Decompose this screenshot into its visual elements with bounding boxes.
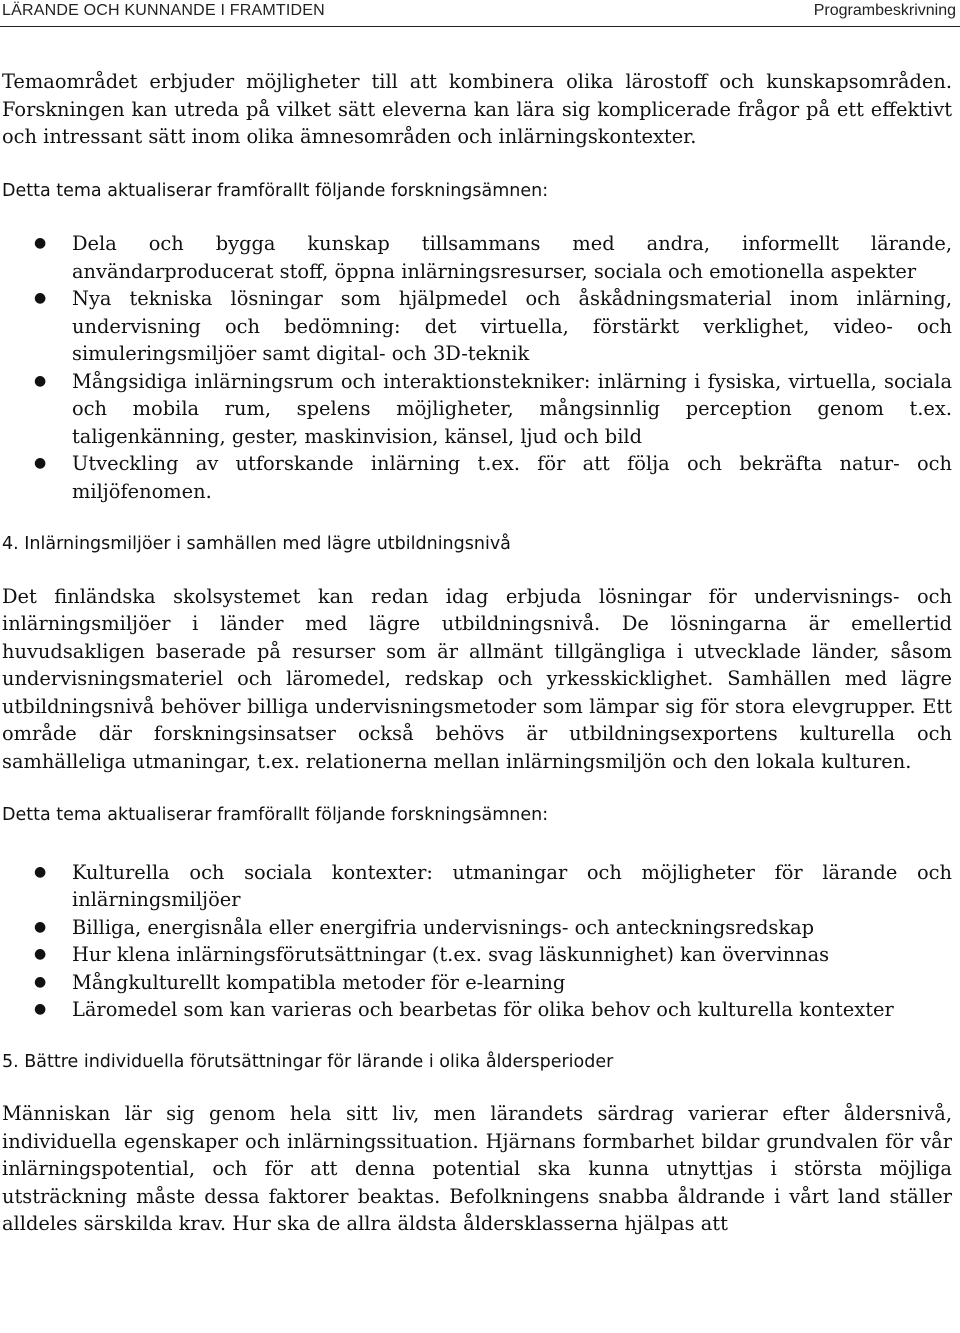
paragraph-section-5: Människan lär sig genom hela sitt liv, men lärandets särdrag varierar efter åldersnivå, individuella egenskaper och inlärningssituation. Hjärnans formbarhet bildar grundvalen för vår inlärningspotential, och för att denna potential ska kunna utnyttjas i största möjliga utsträckning måste dessa faktorer beaktas. Befolkningens snabba åldrande i vårt land ställer alldeles särskilda krav. Hur ska de allra äldsta åldersklasserna hjälpas att [2, 1102, 952, 1235]
bullet-icon: ● [34, 372, 47, 389]
bullet-icon: ● [34, 290, 47, 306]
topics-list-2 [2, 859, 952, 1024]
list-item: ● Kulturella och sociala kontexter: utmaningar och möjligheter för lärande och inlärningsmiljöer [34, 860, 952, 911]
bullet-icon: ● [34, 918, 47, 935]
list-item: ● Nya tekniska lösningar som hjälpmedel och åskådningsmaterial inom inlärning, undervisning och bedömning: det virtuella, förstärkt verklighet, video- och simuleringsmiljöer samt digital- och 3D-teknik [34, 287, 952, 365]
list-item: ● Hur klena inlärningsförutsättningar (t.ex. svag läskunnighet) kan övervinnas [2, 941, 952, 969]
section-heading-5: 5. Bättre individuella förutsättningar för lärande i olika åldersperioder [2, 1051, 614, 1072]
list-item: ● Billiga, energisnåla eller energifria undervisnings- och anteckningsredskap [2, 914, 952, 942]
paragraph-section-4: Det finländska skolsystemet kan redan idag erbjuda lösningar för undervisnings- och inlärningsmiljöer i länder med lägre utbildningsnivå. De lösningarna är emellertid huvudsakligen baserade på resurser som är allmänt tillgängliga i utvecklade länder, såsom undervisningsmateriel och läromedel, redskap och yrkesskicklighet. Samhällen med lägre utbildningsnivå behöver billiga undervisningsmetoder som lämpar sig för stora elevgrupper. Ett område där forskningsinsatser också behövs är utbildningsexportens kulturella och samhälleliga utmaningar, t.ex. relationerna mellan inlärningsmiljön och den lokala kulturen. [2, 584, 952, 773]
list-item: ● Utveckling av utforskande inlärning t.ex. för att följa och bekräfta natur- och miljöfenomen. [34, 452, 952, 503]
bullet-icon: ● [34, 235, 47, 251]
topics-list-1 [2, 230, 952, 505]
bullet-icon: ● [34, 973, 47, 990]
page-header [0, 0, 960, 27]
topics-intro: Detta tema aktualiserar framförallt följande forskningsämnen: [2, 180, 549, 201]
paragraph-intro: Temaområdet erbjuder möjligheter till att kombinera olika lärostoff och kunskapsområden. Forskningen kan utreda på vilket sätt eleverna kan lära sig komplicerade frågor på ett effektivt och intressant sätt inom olika ämnesområden och inlärningskontexter. [2, 70, 952, 148]
topics-intro: Detta tema aktualiserar framförallt följande forskningsämnen: [2, 805, 549, 825]
list-item: ● Läromedel som kan varieras och bearbetas för olika behov och kulturella kontexter [2, 996, 952, 1024]
header-title: LÄRANDE OCH KUNNANDE I FRAMTIDEN [2, 2, 325, 19]
bullet-icon: ● [34, 455, 47, 471]
list-item: ● Dela och bygga kunskap tillsammans med andra, informellt lärande, användarproducerat stoff, öppna inlärningsresurser, sociala och emotionella aspekter [34, 232, 952, 283]
document-body [2, 68, 952, 1238]
list-item: ● Mångkulturellt kompatibla metoder för e-learning [2, 969, 952, 997]
bullet-icon: ● [34, 1001, 47, 1017]
list-item: ● Mångsidiga inlärningsrum och interaktionstekniker: inlärning i fysiska, virtuella, sociala och mobila rum, spelens möjligheter, mångsinnlig perception genom t.ex. taligenkänning, gester, maskinvision, känsel, ljud och bild [34, 369, 952, 448]
bullet-icon: ● [34, 863, 47, 880]
section-heading-4: 4. Inlärningsmiljöer i samhällen med lägre utbildningsnivå [2, 534, 511, 554]
header-doc-type: Programbeskrivning [813, 2, 956, 19]
bullet-icon: ● [34, 946, 47, 962]
